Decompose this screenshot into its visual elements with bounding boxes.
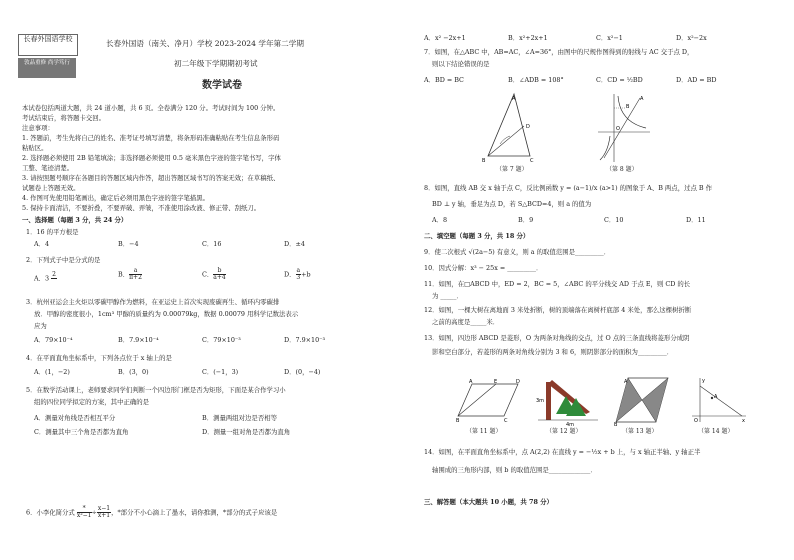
q2-option-a: A．3 2	[34, 271, 56, 283]
notes-title: 注意事项：	[22, 124, 54, 132]
svg-text:B: B	[482, 158, 486, 164]
q12-line2: 之前的高度是_____米．	[432, 318, 500, 326]
note-line: 工整、笔迹清楚。	[22, 164, 74, 172]
section3-title: 三、解答题（本大题共 10 小题，共 78 分）	[424, 498, 553, 506]
q7-option-c: C．CD = ½BD	[596, 76, 643, 84]
svg-text:E: E	[494, 379, 498, 385]
svg-text:B: B	[614, 422, 618, 428]
section2-title: 二、填空题（每题 3 分，共 18 分）	[424, 232, 530, 240]
q14-line1: 14．如图，在平面直角坐标系中，点 A(2,2) 在直线 y = −½x + b 上，与 x 轴正半轴、y 轴正半	[424, 448, 701, 456]
figure-7-triangle	[480, 92, 540, 164]
q1-option-a: A．4	[34, 240, 50, 248]
figure-12-caption: （第 12 题）	[546, 428, 582, 435]
q10: 10．因式分解：x³ − 25x = _________．	[424, 264, 543, 272]
q5-line1: 5．在数学活动课上，老师要求同学们判断一个四边形门框是否为矩形，下面是某合作学习小	[26, 386, 286, 394]
q3-option-a: A．79×10⁻⁴	[34, 336, 73, 344]
figure-11-parallelogram	[456, 378, 522, 422]
note-line: 4. 作图可先使用铅笔画出，确定后必须用黑色字迹的签字笔描黑。	[22, 194, 210, 202]
q8-option-c: C．10	[604, 216, 624, 224]
q8-option-a: A．8	[432, 216, 448, 224]
q7-line1: 7．如图，在△ABC 中，AB=AC，∠A=36°，由图中的尺规作图得到的射线与 AC 交于点 D，	[424, 48, 694, 56]
svg-text:A: A	[640, 96, 644, 102]
q4-option-c: C．(−1，3)	[202, 368, 239, 376]
q3-line2: 放．甲醇的密度很小，1cm³ 甲醇的质量约为 0.00079kg，数据 0.00079 用科学记数法表示	[34, 310, 299, 318]
note-line: 1. 答题前，考生先将自己的姓名、准考证号填写清楚，将条形码准确粘贴在考生信息条形码	[22, 134, 280, 142]
figure-8-graph	[596, 92, 652, 164]
q2-option-c: C． $\frac{b}{a+4}$	[202, 267, 226, 281]
svg-text:O: O	[616, 126, 620, 132]
q4-option-a: A．(1，−2)	[34, 368, 70, 376]
q7-option-b: B．∠ADB = 108°	[508, 76, 564, 84]
q8-option-b: B．9	[518, 216, 534, 224]
q1-option-d: D．±4	[284, 240, 305, 248]
svg-text:D: D	[526, 124, 530, 130]
figure-14-coordinate-plane	[688, 376, 748, 424]
q7-option-a: A．BD = BC	[424, 76, 464, 84]
q1-option-b: B．−4	[118, 240, 139, 248]
q9: 9．使二次根式 √(2a−5) 有意义，则 a 的取值范围是_________．	[424, 248, 611, 256]
svg-text:x: x	[742, 418, 745, 424]
svg-text:A: A	[469, 379, 473, 385]
q14-line2: 轴围成的三角形内部，则 b 的取值范围是_____________．	[432, 466, 597, 474]
svg-text:A: A	[624, 379, 628, 385]
intro-line1: 本试卷包括两道大题，共 24 道小题，共 6 页。全卷满分 120 分。考试时间为 100 分钟。	[22, 104, 280, 112]
q8-line1: 8．如图，直线 AB 交 x 轴于点 C，反比例函数 y = (a−1)/x (a>1) 的图象于 A、B 两点，过点 B 作	[424, 184, 713, 192]
q13-line1: 13．如图，四边形 ABCD 是菱形，O 为两条对角线的交点，过 O 点的三条直线将菱形分成阴	[424, 334, 690, 342]
q3-line3: 应为	[34, 322, 47, 330]
q6-stem: 6．小李化简分式 $\frac{*}{\text{x²−1}}$ ÷ $\frac{x-1}{x+1}$ ，*部分不小心滴上了墨水，请你推测，*部分的式子应该是	[26, 505, 278, 519]
exam-title-line2: 初二年级下学期期初考试	[174, 59, 258, 68]
q6-option-c: C．x²−1	[596, 34, 623, 42]
intro-line2: 考试结束后，将答题卡交回。	[22, 114, 106, 122]
q4-stem: 4．在平面直角坐标系中，下列各点位于 x 轴上的是	[26, 354, 172, 362]
figure-12-broken-tree	[536, 374, 600, 428]
q8-option-d: D．11	[686, 216, 706, 224]
q2-stem: 2．下列式子中是分式的是	[26, 256, 101, 264]
logo-text: 长春外国语学校	[18, 34, 78, 56]
q4-option-b: B．(3，0)	[118, 368, 149, 376]
logo-motto: 敦品重修 尚学笃行	[18, 58, 76, 78]
q8-line2: BD ⊥ y 轴，垂足为点 D，若 S△BCD=4，则 a 的值为	[432, 200, 592, 208]
q3-line1: 3．杭州亚运会主火炬以零碳甲醇作为燃料，在亚运史上首次实现废碳再生、循环内零碳排	[26, 298, 280, 306]
svg-text:C: C	[530, 158, 534, 164]
svg-text:A: A	[512, 96, 516, 102]
q5-option-a: A．测量对角线是否相互平分	[34, 414, 116, 422]
figure-13-rhombus	[614, 376, 670, 428]
q3-option-c: C．79×10⁻³	[202, 336, 241, 344]
figure-11-caption: （第 11 题）	[466, 428, 502, 435]
q2-option-b: B． $\frac{a}{\pi+2}$	[118, 267, 142, 281]
section1-title: 一、选择题（每题 3 分，共 24 分）	[22, 216, 128, 224]
q6-option-d: D．x²−2x	[676, 34, 707, 42]
exam-title-line1: 长春外国语（南关、净月）学校 2023-2024 学年第二学期	[106, 39, 304, 48]
q4-option-d: D．(0，−4)	[284, 368, 321, 376]
q3-option-b: B．7.9×10⁻⁴	[118, 336, 159, 344]
q5-line2: 组的四位同学拟定的方案，其中正确的是	[34, 398, 150, 406]
q11-line2: 为 _____．	[432, 292, 463, 300]
svg-text:D: D	[516, 379, 520, 385]
svg-text:A: A	[714, 394, 718, 400]
q1-stem: 1．16 的平方根是	[26, 228, 79, 236]
q7-option-d: D．AD = BD	[676, 76, 717, 84]
q13-line2: 影和空白部分，若菱形的两条对角线分别为 3 和 6，则阴影部分的面积为_________．	[432, 348, 674, 356]
q3-option-d: D．7.9×10⁻³	[284, 336, 326, 344]
svg-text:B: B	[456, 418, 460, 424]
svg-text:O: O	[694, 418, 698, 424]
q2-option-d: D． $\frac{a}{3}$ +b	[284, 267, 311, 281]
q1-option-c: C．16	[202, 240, 222, 248]
figure-14-caption: （第 14 题）	[698, 428, 734, 435]
figure-8-caption: （第 8 题）	[606, 166, 638, 173]
note-line: 3. 请按照题号顺序在各题目的答题区域内作答，超出答题区域书写的答案无效；在草稿纸、	[22, 174, 280, 182]
figure-7-caption: （第 7 题）	[496, 166, 528, 173]
svg-text:C: C	[504, 418, 508, 424]
figure-13-caption: （第 13 题）	[622, 428, 658, 435]
q5-option-d: D．测量一组对角是否都为直角	[202, 428, 291, 436]
right-column	[400, 0, 794, 560]
svg-text:B: B	[626, 104, 630, 110]
note-line: 粘贴区。	[22, 144, 48, 152]
svg-text:3m: 3m	[536, 398, 545, 404]
svg-text:y: y	[702, 378, 705, 384]
note-line: 2. 选择题必须使用 2B 铅笔填涂；非选择题必须使用 0.5 毫米黑色字迹的签字笔书写，字体	[22, 154, 281, 162]
q7-line2: 则以下结论错误的是	[432, 60, 490, 68]
note-line: 5. 保持卡面清洁，不要折叠，不要弄破、弄皱，不准使用涂改液、修正带、刮纸刀。	[22, 204, 261, 212]
q5-option-b: B．测量两组对边是否相等	[202, 414, 277, 422]
note-line: 试题卷上答题无效。	[22, 184, 80, 192]
svg-text:4m: 4m	[566, 422, 575, 428]
q6-option-b: B．x²+2x+1	[508, 34, 548, 42]
q11-line1: 11．如图，在□ABCD 中，ED = 2，BC = 5，∠ABC 的平分线交 AD 于点 E，则 CD 的长	[424, 280, 691, 288]
school-logo	[18, 34, 76, 80]
q12-line1: 12．如图，一棵大树在离地面 3 米处折断，树的顶端落在离树杆底部 4 米处，那么这棵树折断	[424, 306, 692, 314]
q6-option-a: A．x² −2x+1	[424, 34, 466, 42]
subject-title: 数学试卷	[202, 80, 242, 91]
q5-option-c: C．测量其中三个角是否都为直角	[34, 428, 129, 436]
